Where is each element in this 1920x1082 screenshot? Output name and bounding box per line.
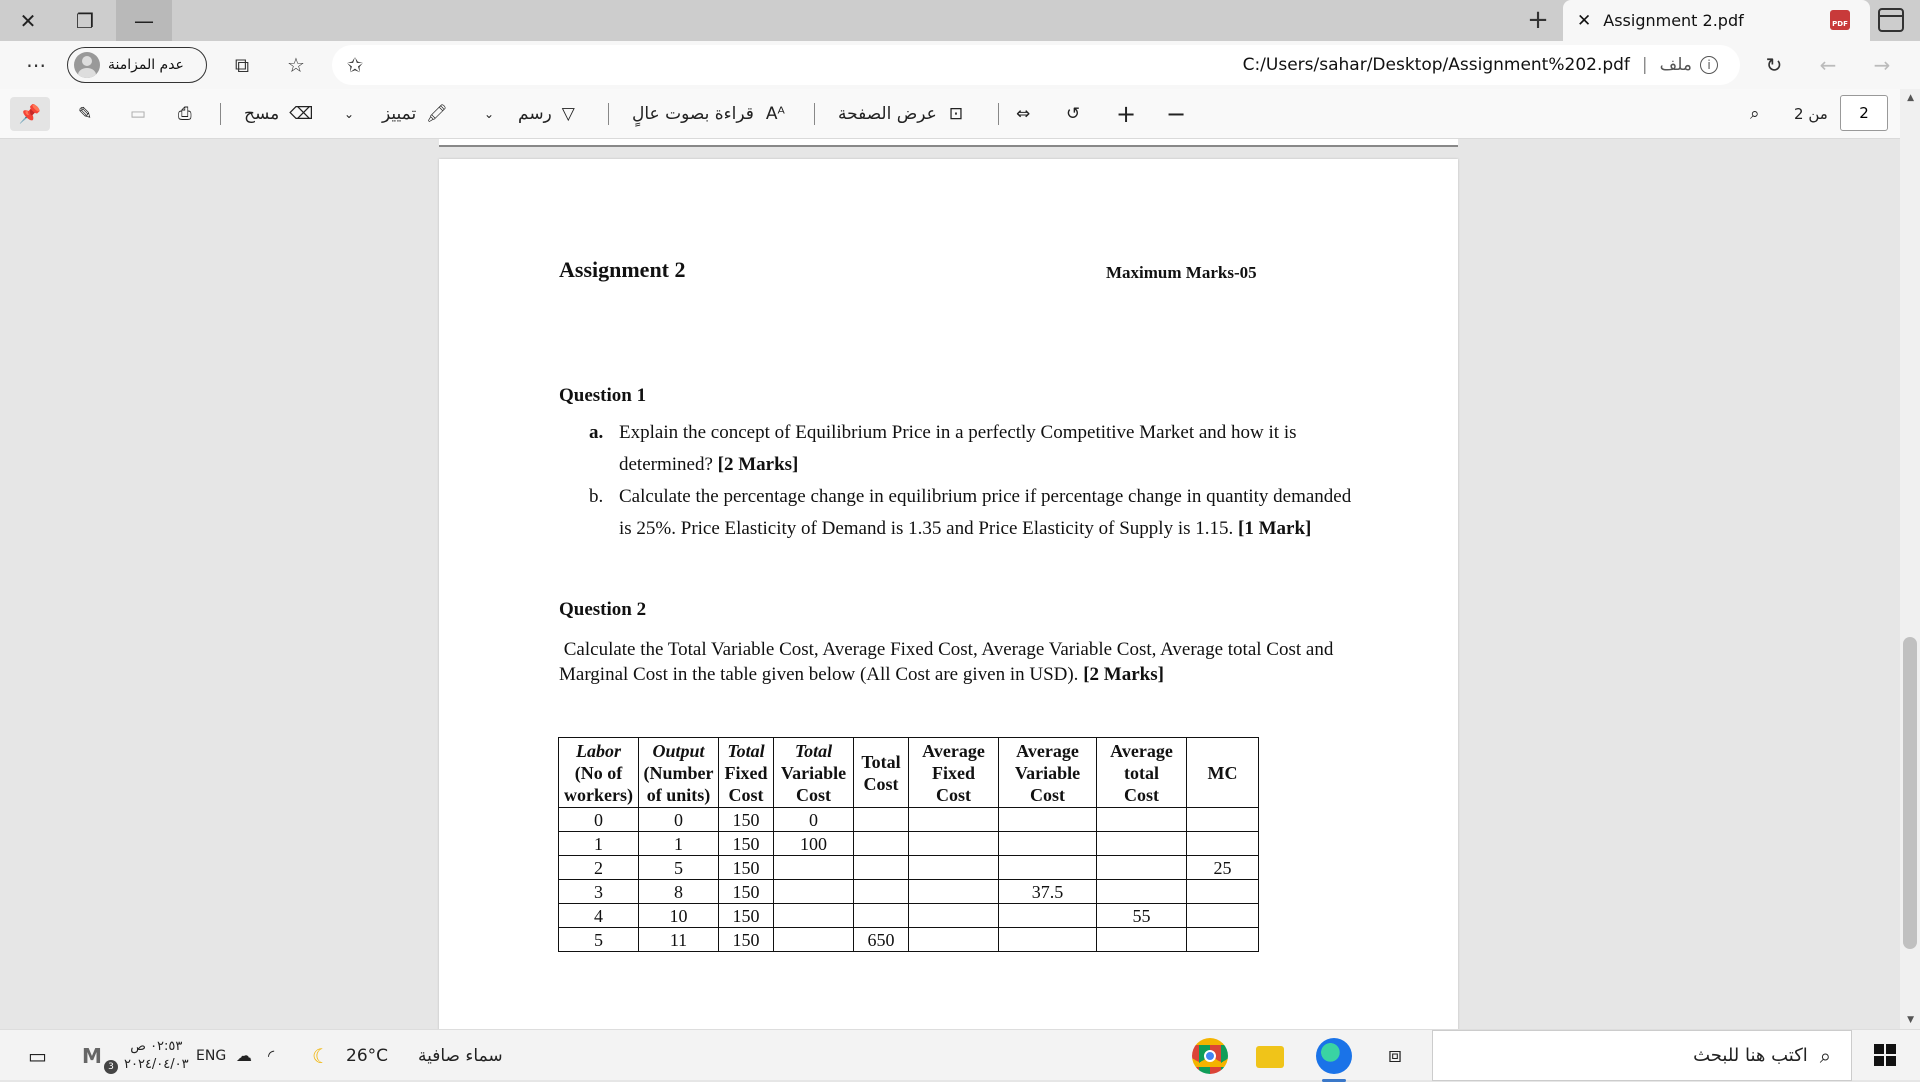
save-as-icon[interactable]: ✎ bbox=[78, 104, 93, 124]
scroll-up-icon[interactable]: ▲ bbox=[1907, 93, 1914, 103]
find-icon[interactable]: ⌕ bbox=[1750, 104, 1760, 124]
table-cell: 150 bbox=[719, 856, 774, 880]
draw-label: رسم bbox=[518, 104, 552, 124]
table-cell bbox=[854, 880, 909, 904]
file-label: ملف bbox=[1659, 55, 1692, 75]
table-cell bbox=[1187, 880, 1259, 904]
column-header: Average Fixed Cost bbox=[909, 738, 999, 808]
table-cell bbox=[909, 928, 999, 952]
highlight-button[interactable] bbox=[382, 97, 448, 131]
read-aloud-icon: Aᴬ bbox=[765, 104, 785, 124]
column-header: Average total Cost bbox=[1097, 738, 1187, 808]
weather-moon-icon[interactable]: ☾ bbox=[312, 1043, 330, 1068]
question-1a bbox=[589, 417, 1359, 481]
table-cell: 150 bbox=[719, 880, 774, 904]
url-bar[interactable]: ✩ C:/Users/sahar/Desktop/Assignment%202.pdf | ملف i bbox=[332, 45, 1740, 85]
table-cell: 37.5 bbox=[999, 880, 1097, 904]
question-text: Explain the concept of Equilibrium Price in a perfectly Competitive Market and how it is determined? bbox=[619, 422, 1297, 475]
collections-icon[interactable]: ⧉ bbox=[234, 53, 250, 77]
table-cell bbox=[999, 808, 1097, 832]
info-icon[interactable]: i bbox=[1700, 56, 1718, 74]
table-row bbox=[559, 832, 1259, 856]
table-cell: 100 bbox=[774, 832, 854, 856]
question-2-heading: Question 2 bbox=[559, 599, 647, 620]
profile-label: عدم المزامنة bbox=[108, 57, 184, 73]
back-icon[interactable]: ← bbox=[1819, 53, 1837, 77]
favorites-icon[interactable]: ☆ bbox=[287, 53, 305, 77]
temperature[interactable]: 26°C bbox=[346, 1045, 389, 1066]
table-row bbox=[559, 904, 1259, 928]
close-tab-icon[interactable]: ✕ bbox=[1577, 10, 1592, 31]
column-header: MC bbox=[1187, 738, 1259, 808]
highlight-dropdown-icon[interactable]: ⌄ bbox=[344, 107, 355, 121]
table-cell bbox=[909, 808, 999, 832]
question-1b bbox=[589, 481, 1359, 577]
table-cell bbox=[1187, 808, 1259, 832]
time-text: ٠٢:٥٣ ص bbox=[130, 1038, 183, 1054]
table-cell: 0 bbox=[559, 808, 639, 832]
tab-actions-icon[interactable] bbox=[1878, 8, 1904, 32]
item-label: a. bbox=[589, 422, 604, 443]
table-cell bbox=[1097, 808, 1187, 832]
zoom-in-icon[interactable]: + bbox=[1116, 100, 1137, 128]
chrome-icon[interactable] bbox=[1192, 1038, 1228, 1074]
table-cell: 8 bbox=[639, 880, 719, 904]
tab-title: Assignment 2.pdf bbox=[1603, 11, 1744, 30]
table-cell: 1 bbox=[639, 832, 719, 856]
table-row bbox=[559, 928, 1259, 952]
pdf-page bbox=[439, 159, 1458, 1039]
table-cell: 650 bbox=[854, 928, 909, 952]
url-text: C:/Users/sahar/Desktop/Assignment%202.pdf bbox=[1242, 55, 1630, 75]
rotate-icon[interactable]: ↺ bbox=[1066, 104, 1081, 124]
highlight-label: تمييز bbox=[382, 104, 417, 124]
table-cell bbox=[1097, 880, 1187, 904]
table-cell bbox=[999, 904, 1097, 928]
search-icon: ⌕ bbox=[1819, 1043, 1831, 1068]
marks-label: [2 Marks] bbox=[1083, 664, 1164, 685]
taskbar bbox=[0, 1029, 1920, 1080]
table-cell: 2 bbox=[559, 856, 639, 880]
erase-label: مسح bbox=[244, 104, 280, 124]
table-cell bbox=[909, 904, 999, 928]
table-cell bbox=[774, 928, 854, 952]
close-window-button[interactable]: ✕ bbox=[19, 8, 37, 33]
onedrive-icon[interactable]: ☁ bbox=[236, 1046, 252, 1065]
cost-table bbox=[558, 737, 1259, 952]
page-total-label: من 2 bbox=[1794, 105, 1828, 123]
draw-dropdown-icon[interactable]: ⌄ bbox=[484, 107, 495, 121]
table-cell bbox=[999, 928, 1097, 952]
table-cell bbox=[909, 880, 999, 904]
profile-button[interactable] bbox=[67, 47, 207, 83]
read-aloud-label: قراءة بصوت عالٍ bbox=[632, 104, 754, 124]
table-cell bbox=[854, 832, 909, 856]
table-cell: 150 bbox=[719, 832, 774, 856]
table-cell: 3 bbox=[559, 880, 639, 904]
messages-icon[interactable]: M bbox=[82, 1043, 102, 1068]
item-label: b. bbox=[589, 486, 604, 507]
draw-button[interactable] bbox=[518, 97, 575, 131]
pin-toolbar-icon[interactable]: 📌 bbox=[10, 97, 50, 131]
table-header-row bbox=[559, 738, 1259, 808]
table-cell bbox=[854, 808, 909, 832]
scroll-down-icon[interactable]: ▼ bbox=[1907, 1015, 1914, 1025]
fit-to-width-icon[interactable]: ⇔ bbox=[1016, 104, 1031, 124]
notification-center-icon[interactable]: ▭ bbox=[28, 1043, 47, 1068]
zoom-out-icon[interactable]: − bbox=[1166, 100, 1187, 128]
refresh-icon[interactable]: ↻ bbox=[1765, 53, 1783, 77]
table-cell bbox=[999, 832, 1097, 856]
windows-start-icon[interactable] bbox=[1874, 1044, 1896, 1066]
table-cell: 55 bbox=[1097, 904, 1187, 928]
eraser-icon: ⌫ bbox=[289, 104, 314, 124]
column-header: Labor (No of workers) bbox=[559, 738, 639, 808]
read-aloud-button[interactable] bbox=[632, 97, 785, 131]
table-cell bbox=[774, 904, 854, 928]
table-cell bbox=[1097, 832, 1187, 856]
table-cell: 5 bbox=[559, 928, 639, 952]
table-cell: 5 bbox=[639, 856, 719, 880]
question-text: Calculate the percentage change in equilibrium price if percentage change in quantity demanded is 25%. Price Elasticity of Demand is 1.35 and Price Elasticity of Supply is 1.15. bbox=[619, 486, 1352, 539]
table-cell: 25 bbox=[1187, 856, 1259, 880]
column-header: Output (Number of units) bbox=[639, 738, 719, 808]
more-menu-icon[interactable]: ⋯ bbox=[26, 53, 46, 77]
save-icon[interactable]: ▭ bbox=[130, 104, 147, 124]
table-cell bbox=[774, 880, 854, 904]
table-cell bbox=[1187, 928, 1259, 952]
table-cell bbox=[774, 856, 854, 880]
table-cell: 11 bbox=[639, 928, 719, 952]
table-row bbox=[559, 880, 1259, 904]
column-header: Average Variable Cost bbox=[999, 738, 1097, 808]
address-bar bbox=[0, 41, 1920, 89]
weather-text[interactable]: سماء صافية bbox=[418, 1045, 503, 1066]
page-view-button[interactable] bbox=[838, 97, 963, 131]
table-cell: 0 bbox=[639, 808, 719, 832]
new-tab-button[interactable]: + bbox=[1527, 5, 1549, 35]
table-cell: 150 bbox=[719, 928, 774, 952]
table-cell: 0 bbox=[774, 808, 854, 832]
question-1-heading: Question 1 bbox=[559, 385, 647, 406]
add-favorite-icon[interactable]: ✩ bbox=[346, 53, 364, 77]
table-cell bbox=[1187, 832, 1259, 856]
table-cell: 1 bbox=[559, 832, 639, 856]
draw-icon: ▽ bbox=[561, 104, 575, 124]
avatar bbox=[74, 52, 100, 78]
marks-label: [1 Mark] bbox=[1238, 518, 1312, 539]
language-indicator[interactable]: ENG bbox=[196, 1047, 227, 1064]
scrollbar-thumb[interactable] bbox=[1903, 637, 1917, 949]
title-bar bbox=[0, 0, 1920, 41]
table-cell: 10 bbox=[639, 904, 719, 928]
wifi-icon[interactable]: ◜ bbox=[268, 1046, 275, 1065]
table-cell bbox=[854, 856, 909, 880]
table-cell: 4 bbox=[559, 904, 639, 928]
table-row bbox=[559, 808, 1259, 832]
notification-count: 3 bbox=[104, 1060, 118, 1074]
table-cell: 150 bbox=[719, 808, 774, 832]
forward-icon[interactable]: → bbox=[1873, 53, 1891, 77]
task-view-icon[interactable]: ⧈ bbox=[1388, 1043, 1402, 1068]
minimize-window-button[interactable]: — bbox=[116, 0, 172, 41]
vertical-scrollbar[interactable] bbox=[1900, 89, 1920, 1029]
table-cell: 150 bbox=[719, 904, 774, 928]
column-header: Total Fixed Cost bbox=[719, 738, 774, 808]
pdf-file-icon: PDF bbox=[1830, 10, 1850, 30]
edge-icon[interactable] bbox=[1316, 1038, 1352, 1074]
erase-button[interactable] bbox=[244, 97, 313, 131]
column-header: Total Variable Cost bbox=[774, 738, 854, 808]
max-marks: Maximum Marks-05 bbox=[1106, 263, 1257, 282]
column-header: Total Cost bbox=[854, 738, 909, 808]
page-view-label: عرض الصفحة bbox=[838, 104, 937, 124]
table-cell bbox=[909, 832, 999, 856]
page-title: Assignment 2 bbox=[559, 257, 686, 282]
marks-label: [2 Marks] bbox=[717, 454, 799, 475]
print-icon[interactable]: ⎙ bbox=[178, 104, 192, 124]
tab-assignment[interactable] bbox=[1563, 0, 1870, 41]
table-cell bbox=[1187, 904, 1259, 928]
previous-page bbox=[439, 139, 1458, 147]
page-number-input[interactable]: 2 bbox=[1840, 95, 1888, 131]
date-text: ٢٠٢٤/٠٤/٠٣ bbox=[124, 1056, 189, 1072]
table-cell bbox=[854, 904, 909, 928]
highlighter-icon: 🖍 bbox=[426, 104, 448, 124]
table-cell bbox=[1097, 928, 1187, 952]
taskbar-search-input[interactable] bbox=[1432, 1030, 1852, 1081]
pdf-toolbar bbox=[0, 89, 1920, 139]
restore-window-button[interactable]: ❐ bbox=[76, 8, 94, 33]
table-cell bbox=[999, 856, 1097, 880]
search-placeholder: اكتب هنا للبحث bbox=[1693, 1045, 1808, 1066]
file-explorer-icon[interactable] bbox=[1256, 1046, 1284, 1068]
table-cell bbox=[1097, 856, 1187, 880]
question-2-text: Calculate the Total Variable Cost, Average Fixed Cost, Average Variable Cost, Average total Cost and Marginal Cost in the table given below (All Cost are given in USD). [2 Marks] bbox=[559, 639, 1334, 685]
page-view-icon: ⊡ bbox=[948, 104, 964, 124]
table-cell bbox=[909, 856, 999, 880]
table-row bbox=[559, 856, 1259, 880]
